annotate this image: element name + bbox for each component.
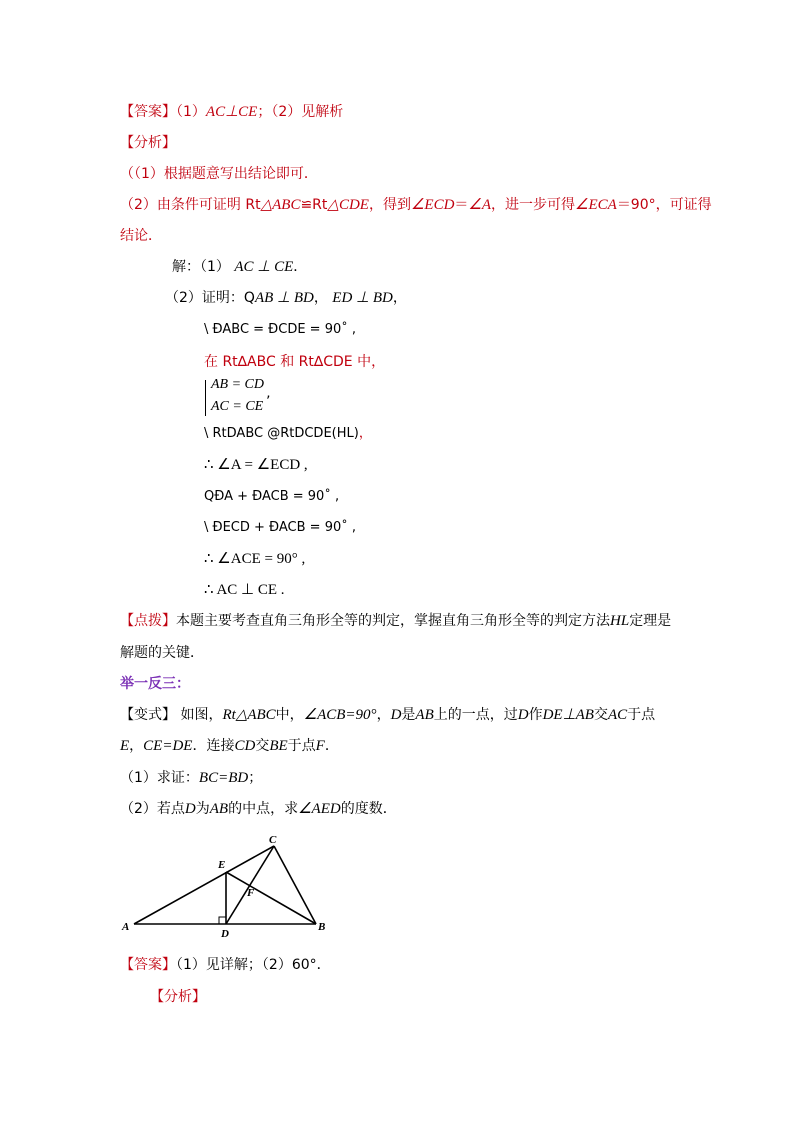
- right-angle-mark: [219, 917, 226, 924]
- analysis-line-1: （（1）根据题意写出结论即可．: [120, 166, 318, 182]
- system-eq-1: AB = CD: [211, 377, 264, 392]
- solution-line-1: 解：（1） AC ⊥ CE．: [172, 259, 308, 275]
- question-1: （1）求证：BC=BD；: [120, 770, 263, 786]
- answer-line-2: 【答案】（1）见详解；（2）60°．: [120, 957, 331, 973]
- analysis-line-3: 结论．: [120, 228, 162, 244]
- problem-line-1: 【变式】 如图，Rt△ABC中，∠ACB=90°，D是AB上的一点，过D作DE⊥AB交AC于点: [120, 707, 656, 723]
- label-d: D: [221, 928, 229, 940]
- answer-line-1: [120, 102, 343, 122]
- system-eq-2: AC = CE: [211, 399, 264, 414]
- answer-math-1: AC⊥CE: [205, 104, 258, 120]
- solution-line-8: QÐA + ÐACB = 90˚ ,: [204, 489, 340, 504]
- answer-tag: 【答案】: [120, 104, 176, 120]
- analysis-tag-2: 【分析】: [150, 989, 206, 1005]
- system-brace: [205, 380, 206, 416]
- solution-line-10: ∴ ∠ACE = 90° ,: [204, 551, 306, 567]
- solution-line-6: \ RtDABC @RtDCDE(HL)，: [204, 426, 372, 441]
- tip-line-2: 解题的关键．: [120, 645, 204, 661]
- segment-ac: [134, 846, 274, 924]
- label-c: C: [269, 834, 277, 846]
- solution-line-9: \ ÐECD + ÐACB = 90˚ ,: [204, 520, 357, 535]
- solution-line-2: （2）证明：QAB ⊥ BD， ED ⊥ BD，: [165, 290, 407, 306]
- system-comma: ’: [266, 394, 271, 410]
- solution-line-7: ∴ ∠A = ∠ECD ,: [204, 457, 308, 473]
- triangle-figure: [118, 830, 338, 940]
- answer-part-2: ；（2）见解析: [257, 104, 344, 120]
- solution-line-3: \ ÐABC = ÐCDE = 90˚ ,: [204, 322, 357, 337]
- tip-line-1: 【点拨】本题主要考查直角三角形全等的判定，掌握直角三角形全等的判定方法HL定理是: [120, 613, 672, 629]
- label-b: B: [318, 921, 326, 933]
- tip-tag: 【点拨】: [120, 613, 176, 629]
- analysis-line-2: （2）由条件可证明 Rt△ABC≌Rt△CDE，得到∠ECD＝∠A，进一步可得∠ECA＝90°，可证得: [120, 197, 712, 213]
- solution-line-4: 在 Rt∆ABC 和 Rt∆CDE 中，: [204, 354, 386, 370]
- solution-line-11: ∴ AC ⊥ CE .: [204, 582, 285, 598]
- answer-part-1: （1）: [176, 104, 206, 120]
- label-a: A: [122, 921, 130, 933]
- problem-line-2: E，CE=DE．连接CD交BE于点F．: [120, 738, 339, 754]
- question-2: （2）若点D为AB的中点，求∠AED的度数．: [120, 801, 397, 817]
- analysis-tag-1: 【分析】: [120, 135, 176, 151]
- variant-tag: 【变式】: [120, 707, 176, 723]
- label-e: E: [218, 859, 226, 871]
- section-title: 举一反三：: [120, 676, 190, 692]
- answer-tag-2: 【答案】: [120, 957, 176, 973]
- label-f: F: [247, 887, 255, 899]
